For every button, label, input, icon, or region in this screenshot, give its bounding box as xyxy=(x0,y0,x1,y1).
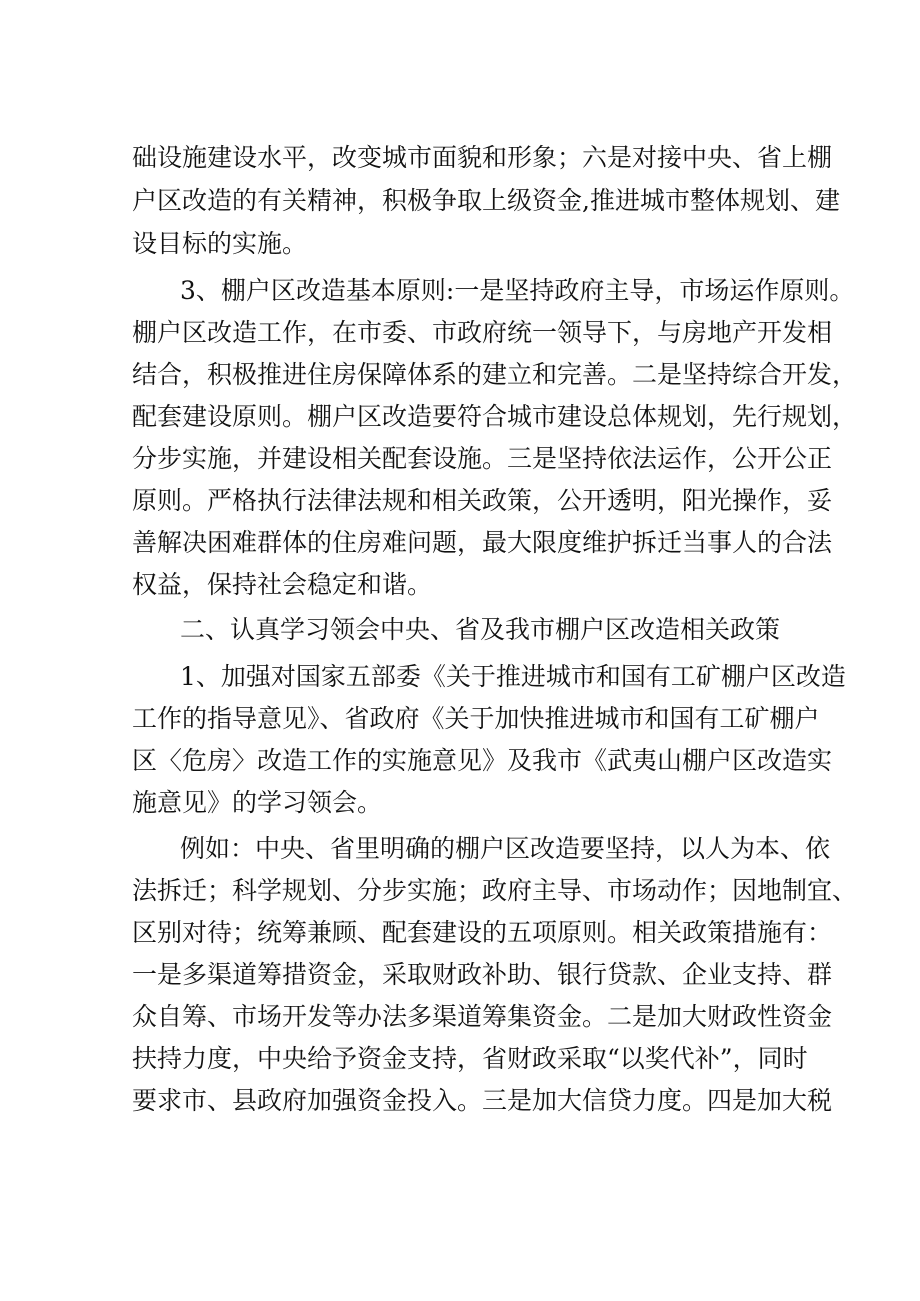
text-line: 权益，保持社会稳定和谐。 xyxy=(132,570,433,599)
text-line: 户区改造的有关精神，积极争取上级资金,推进城市整体规划、建 xyxy=(132,186,840,215)
text-line: 棚户区改造工作，在市委、市政府统一领导下，与房地产开发相 xyxy=(132,318,833,347)
text-line: 分步实施，并建设相关配套设施。三是坚持依法运作，公开公正 xyxy=(132,444,833,473)
text-line: 区〈危房〉改造工作的实施意见》及我市《武夷山棚户区改造实 xyxy=(132,746,833,775)
text-line: 要求市、县政府加强资金投入。三是加大信贷力度。四是加大税 xyxy=(132,1086,833,1115)
text-line: 原则。严格执行法律法规和相关政策，公开透明，阳光操作，妥 xyxy=(132,486,833,515)
text-line: 一是多渠道筹措资金，采取财政补助、银行贷款、企业支持、群 xyxy=(132,960,833,989)
text-line: 例如：中央、省里明确的棚户区改造要坚持，以人为本、依 xyxy=(180,834,831,863)
text-line: 众自筹、市场开发等办法多渠道筹集资金。二是加大财政性资金 xyxy=(132,1002,833,1031)
text-line: 施意见》的学习领会。 xyxy=(132,788,383,817)
text-line: 结合，积极推进住房保障体系的建立和完善。二是坚持综合开发， xyxy=(132,360,858,389)
text-line: 区别对待；统筹兼顾、配套建设的五项原则。相关政策措施有： xyxy=(132,918,833,947)
text-line: 配套建设原则。棚户区改造要符合城市建设总体规划，先行规划， xyxy=(132,402,858,431)
text-line: 法拆迁；科学规划、分步实施；政府主导、市场动作；因地制宜、 xyxy=(132,876,858,905)
text-line: 1、加强对国家五部委《关于推进城市和国有工矿棚户区改造 xyxy=(180,662,846,691)
text-line: 3、棚户区改造基本原则:一是坚持政府主导，市场运作原则。 xyxy=(180,276,855,305)
text-line: 扶持力度，中央给予资金支持，省财政采取“以奖代补”，同时 xyxy=(132,1044,808,1073)
section-heading: 二、认真学习领会中央、省及我市棚户区改造相关政策 xyxy=(180,615,781,644)
text-line: 善解决困难群体的住房难问题，最大限度维护拆迁当事人的合法 xyxy=(132,528,833,557)
text-line: 工作的指导意见》、省政府《关于加快推进城市和国有工矿棚户 xyxy=(132,704,820,733)
text-line: 础设施建设水平，改变城市面貌和形象；六是对接中央、省上棚 xyxy=(132,143,833,172)
text-line: 设目标的实施。 xyxy=(132,229,308,258)
